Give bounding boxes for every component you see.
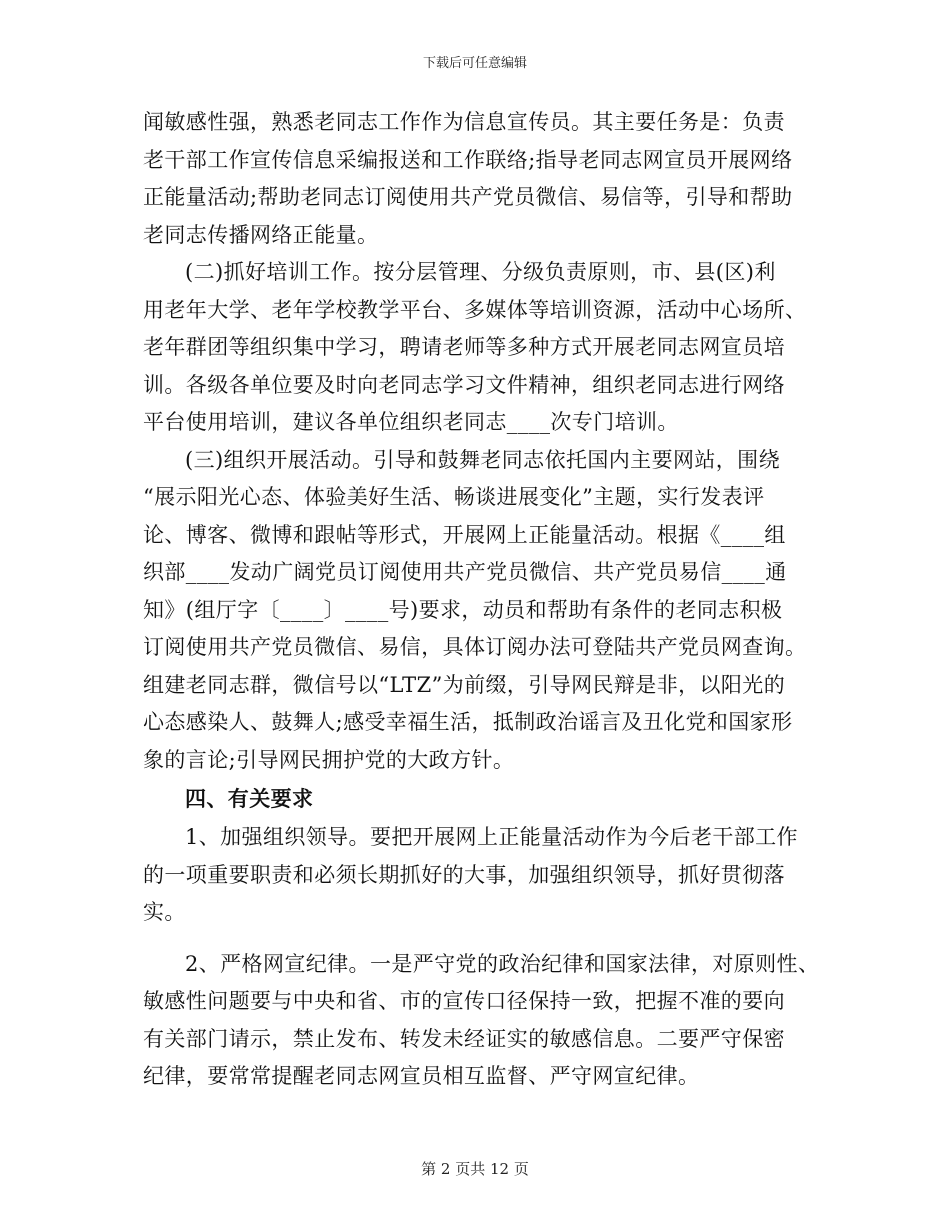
paragraph-line: 正能量活动;帮助老同志订阅使用共产党员微信、易信等，引导和帮助: [143, 185, 793, 209]
section-heading: 四、有关要求: [185, 786, 314, 811]
paragraph-line: 老年群团等组织集中学习，聘请老师等多种方式开展老同志网宣员培: [143, 335, 785, 359]
paragraph-line: 织部____发动广阔党员订阅使用共产党员微信、共产党员易信____通: [143, 560, 787, 584]
paragraph-line: (二)抓好培训工作。按分层管理、分级负责原则，市、县(区)利: [185, 260, 776, 284]
paragraph-line: 有关部门请示，禁止发布、转发未经证实的敏感信息。二要严守保密: [143, 1026, 785, 1051]
paragraph-line: 平台使用培训，建议各单位组织老同志____次专门培训。: [143, 410, 679, 434]
paragraph-line: 老同志传播网络正能量。: [143, 222, 379, 247]
paragraph-line: 组建老同志群，微信号以“LTZ”为前缀，引导网民辩是非，以阳光的: [143, 672, 786, 697]
paragraph-line: 论、博客、微博和跟帖等形式，开展网上正能量活动。根据《____组: [143, 522, 786, 547]
paragraph-line: 的一项重要职责和必须长期抓好的大事，加强组织领导，抓好贯彻落: [143, 862, 785, 887]
page-footer: 第 2 页共 12 页: [421, 1160, 529, 1178]
paragraph-line: (三)组织开展活动。引导和鼓舞老同志依托国内主要网站，围绕: [185, 447, 780, 472]
paragraph-line: 实。: [143, 900, 186, 924]
paragraph-line: 闻敏感性强，熟悉老同志工作作为信息宣传员。其主要任务是：负责: [143, 110, 785, 134]
paragraph-line: 老干部工作宣传信息采编报送和工作联络;指导老同志网宣员开展网络: [143, 147, 793, 172]
paragraph-line: 用老年大学、老年学校教学平台、多媒体等培训资源，活动中心场所、: [143, 297, 807, 322]
paragraph-line: “展示阳光心态、体验美好生活、畅谈进展变化”主题，实行发表评: [143, 485, 765, 509]
document-body: [143, 104, 820, 1096]
page-header: 下载后可任意编辑: [422, 56, 527, 71]
paragraph-line: 2、严格网宣纪律。一是严守党的政治纪律和国家法律，对原则性、: [185, 951, 820, 976]
paragraph-line: 训。各级各单位要及时向老同志学习文件精神，组织老同志进行网络: [143, 372, 785, 397]
paragraph-line: 象的言论;引导网民拥护党的大政方针。: [143, 747, 515, 772]
paragraph-line: 纪律，要常常提醒老同志网宣员相互监督、严守网宣纪律。: [143, 1064, 700, 1088]
paragraph-line: 订阅使用共产党员微信、易信，具体订阅办法可登陆共产党员网查询。: [143, 635, 807, 659]
paragraph-line: 1、加强组织领导。要把开展网上正能量活动作为今后老干部工作: [185, 825, 798, 849]
paragraph-line: 心态感染人、鼓舞人;感受幸福生活，抵制政治谣言及丑化党和国家形: [143, 710, 793, 734]
paragraph-line: 知》(组厅字〔____〕____号)要求，动员和帮助有条件的老同志积极: [143, 597, 783, 622]
paragraph-line: 敏感性问题要与中央和省、市的宣传口径保持一致，把握不准的要向: [143, 989, 785, 1013]
